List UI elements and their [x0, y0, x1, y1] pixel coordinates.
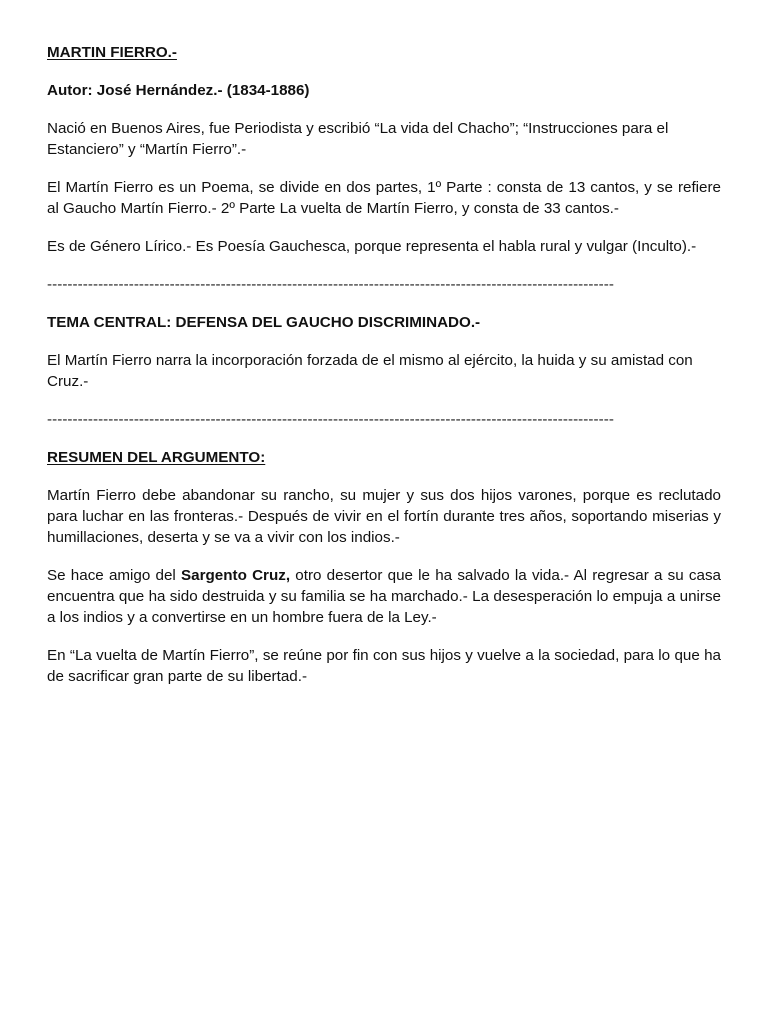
- paragraph-genre: Es de Género Lírico.- Es Poesía Gauchesca, porque representa el habla rural y vulgar (Inculto).-: [47, 238, 697, 255]
- separator-line-1: ---------------------------------------------------------------------------------------------------------------: [47, 276, 614, 293]
- resumen-heading: RESUMEN DEL ARGUMENTO:: [47, 449, 266, 466]
- paragraph-structure: El Martín Fierro es un Poema, se divide en dos partes, 1º Parte : consta de 13 cantos, y se refiere al Gaucho Martín Fierro.- 2º Parte La vuelta de Martín Fierro, y consta de 33 cantos.-: [47, 179, 721, 217]
- paragraph-resumen-3: En “La vuelta de Martín Fierro”, se reúne por fin con sus hijos y vuelve a la sociedad, para lo que ha de sacrificar gran parte de su libertad.-: [47, 647, 721, 685]
- paragraph-resumen-2-start: Se hace amigo del: [47, 567, 182, 584]
- paragraph-resumen-2-end: otro desertor que le ha salvado la vida.- Al regresar a su casa encuentra que ha sido destruida y su familia se ha marchado.- La desesperación lo empuja a unirse a los indios y a convertirse en un hombre fuera de la Ley.-: [47, 567, 721, 626]
- paragraph-tema: El Martín Fierro narra la incorporación forzada de el mismo al ejército, la huida y su amistad con Cruz.-: [47, 352, 693, 390]
- sargento-cruz-text: Sargento Cruz,: [181, 567, 291, 584]
- paragraph-resumen-1: Martín Fierro debe abandonar su rancho, su mujer y sus dos hijos varones, porque es reclutado para luchar en las fronteras.- Después de vivir en el fortín durante tres años, soportando miserias y humillaciones, deserta y se va a vivir con los indios.-: [47, 487, 721, 546]
- separator-line-2: ---------------------------------------------------------------------------------------------------------------: [47, 411, 614, 428]
- document-title: MARTIN FIERRO.-: [47, 44, 177, 61]
- document-page: [47, 42, 721, 704]
- paragraph-resumen-2: [47, 565, 721, 628]
- paragraph-birth: Nació en Buenos Aires, fue Periodista y escribió “La vida del Chacho”; “Instrucciones para el Estanciero” y “Martín Fierro”.-: [47, 120, 669, 158]
- tema-central-heading: TEMA CENTRAL: DEFENSA DEL GAUCHO DISCRIMINADO.-: [47, 314, 481, 331]
- author-line: Autor: José Hernández.- (1834-1886): [47, 82, 310, 99]
